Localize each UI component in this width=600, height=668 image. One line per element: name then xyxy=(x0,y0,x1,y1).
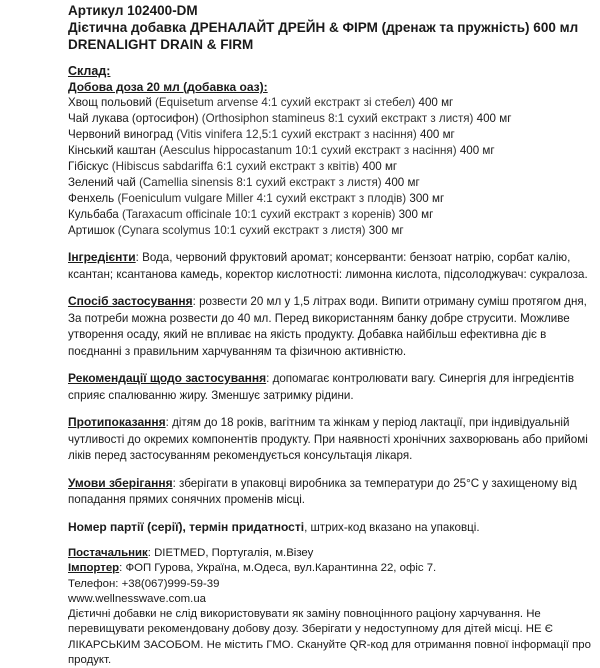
ingredients-section xyxy=(68,249,592,283)
ingredient-extract: (Camellia sinensis 8:1 сухий екстракт з листя) xyxy=(139,176,382,189)
ingredient-amount: 400 мг xyxy=(476,112,512,125)
usage-label: Спосіб застосування xyxy=(68,294,193,308)
ingredients-label: Інгредієнти xyxy=(68,250,136,264)
website-link[interactable]: www.wellnesswave.com.ua xyxy=(68,592,207,605)
ingredient-name: Зелений чай xyxy=(68,176,136,189)
batch-label: Номер партії (серії), термін придатності xyxy=(68,519,305,534)
phone-line xyxy=(68,577,592,592)
disclaimer-text: Дієтичні добавки не слід використовувати як заміну повноцінного раціону харчування. Не перевищувати рекомендовану добову дозу. Зберігати у недоступному для дітей місці. НЕ Є ЛІКАРСЬКИМ ЗАСОБОМ. Не містить ГМО. Скануйте QR-код для отримання повної інформації про продукт. xyxy=(68,608,591,667)
ingredient-amount: 300 мг xyxy=(409,192,445,205)
ingredient-amount: 400 мг xyxy=(384,176,420,189)
batch-section xyxy=(68,519,592,537)
ingredient-name: Артишок xyxy=(68,224,115,237)
ingredient-row xyxy=(68,111,592,127)
batch-text: , штрих-код вказано на упаковці. xyxy=(304,520,480,534)
ingredient-amount: 400 мг xyxy=(420,128,455,141)
ingredient-extract: (Orthosiphon stamineus 8:1 сухий екстракт з листя) xyxy=(201,112,474,125)
ingredient-extract: (Hibiscus sabdariffa 6:1 сухий екстракт з квітів) xyxy=(111,160,360,173)
ingredient-extract: (Taraxacum officinale 10:1 сухий екстракт з коренів) xyxy=(121,208,396,221)
ingredient-extract: (Vitis vinifera 12,5:1 сухий екстракт з насіння) xyxy=(176,128,417,141)
ingredient-row xyxy=(68,191,592,207)
supplier-text: : DIETMED, Португалія, м.Візеу xyxy=(147,547,314,559)
usage-section xyxy=(68,293,592,360)
contraindications-section xyxy=(68,414,592,465)
recommendations-text: : допомагає контролювати вагу. Синергія для інгредієнтів сприяє спалюванню жиру. Зменшує затримку рідини. xyxy=(68,372,574,402)
storage-section xyxy=(68,475,592,509)
ingredients-text: : Вода, червоний фруктовий аромат; консерванти: бензоат натрію, сорбат калію, ксантан; ксантанова камедь, коректор кислотності: лимонна кислота, підсолоджувач: сукралоза. xyxy=(68,251,588,281)
recommendations-section xyxy=(68,370,592,404)
ingredient-list xyxy=(68,95,592,239)
supplier-label: Постачальник xyxy=(68,547,148,559)
ingredient-row xyxy=(68,127,592,143)
ingredient-row xyxy=(68,223,592,239)
usage-text: : розвести 20 мл у 1,5 літрах води. Випити отриману суміш протягом дня, За потреби можна розвести до 40 мл. Перед використанням банку добре струсити. Можливе утворення осаду, який не впливає на якість продукту. Добавка найбільш ефективна діє в поєднанні з правильним харчуванням та фізичною активністю. xyxy=(68,295,587,358)
product-label-document xyxy=(68,0,592,668)
contraindications-text: : дітям до 18 років, вагітним та жінкам у період лактації, при індивідуальній чутливості до окремих компонентів продукту. При наявності хронічних захворювань або прийомі ліків перед застосуванням рекомендується консультація лікаря. xyxy=(68,416,588,462)
contraindications-label: Протипоказання xyxy=(68,415,166,429)
importer-line xyxy=(68,561,592,576)
ingredient-name: Чай лукава (ортосифон) xyxy=(68,112,199,125)
ingredient-extract: (Foeniculum vulgare Miller 4:1 сухий екстракт з плодів) xyxy=(117,192,407,205)
recommendations-label: Рекомендації щодо застосування xyxy=(68,371,267,385)
importer-text: : ФОП Гурова, Україна, м.Одеса, вул.Карантинна 22, офіс 7. xyxy=(119,562,437,575)
ingredient-amount: 300 мг xyxy=(368,224,404,237)
product-title-ua: Дієтична добавка ДРЕНАЛАЙТ ДРЕЙН & ФІРМ (дренаж та пружність) 600 мл xyxy=(68,20,579,35)
importer-label: Імпортер xyxy=(68,562,120,575)
ingredient-amount: 400 мг xyxy=(362,160,398,173)
ingredient-name: Фенхель xyxy=(68,192,115,205)
sku-heading: Артикул 102400-DM xyxy=(68,3,198,18)
storage-text: : зберігати в упаковці виробника за температури до 25°С у захищеному від попадання прямих сонячних променів місці. xyxy=(68,476,577,506)
ingredient-name: Кінський каштан xyxy=(68,144,156,157)
ingredient-row xyxy=(68,95,592,111)
ingredient-row xyxy=(68,143,592,159)
supplier-line xyxy=(68,546,592,561)
ingredient-row xyxy=(68,207,592,223)
ingredient-name: Гібіскус xyxy=(68,160,109,173)
composition-title: Склад: xyxy=(68,64,111,78)
ingredient-extract: (Equisetum arvense 4:1 сухий екстракт зі стебел) xyxy=(155,96,416,109)
ingredient-amount: 400 мг xyxy=(459,144,495,157)
phone-label: Телефон xyxy=(68,577,116,590)
product-title-en: DRENALIGHT DRAIN & FIRM xyxy=(68,37,254,52)
ingredient-extract: (Cynara scolymus 10:1 сухий екстракт з листя) xyxy=(117,224,366,237)
ingredient-extract: (Aesculus hippocastanum 10:1 сухий екстракт з насіння) xyxy=(159,144,457,157)
daily-dose-title: Добова доза 20 мл (добавка оаз): xyxy=(68,80,268,94)
ingredient-name: Кульбаба xyxy=(68,208,119,221)
ingredient-name: Хвощ польовий xyxy=(68,96,152,109)
ingredient-row xyxy=(68,175,592,191)
phone-text: : +38(067)999-59-39 xyxy=(115,577,220,590)
ingredient-row xyxy=(68,159,592,175)
ingredient-amount: 300 мг xyxy=(398,208,434,221)
ingredient-name: Червоний виноград xyxy=(68,128,174,141)
ingredient-amount: 400 мг xyxy=(418,96,454,109)
storage-label: Умови зберігання xyxy=(68,475,173,490)
